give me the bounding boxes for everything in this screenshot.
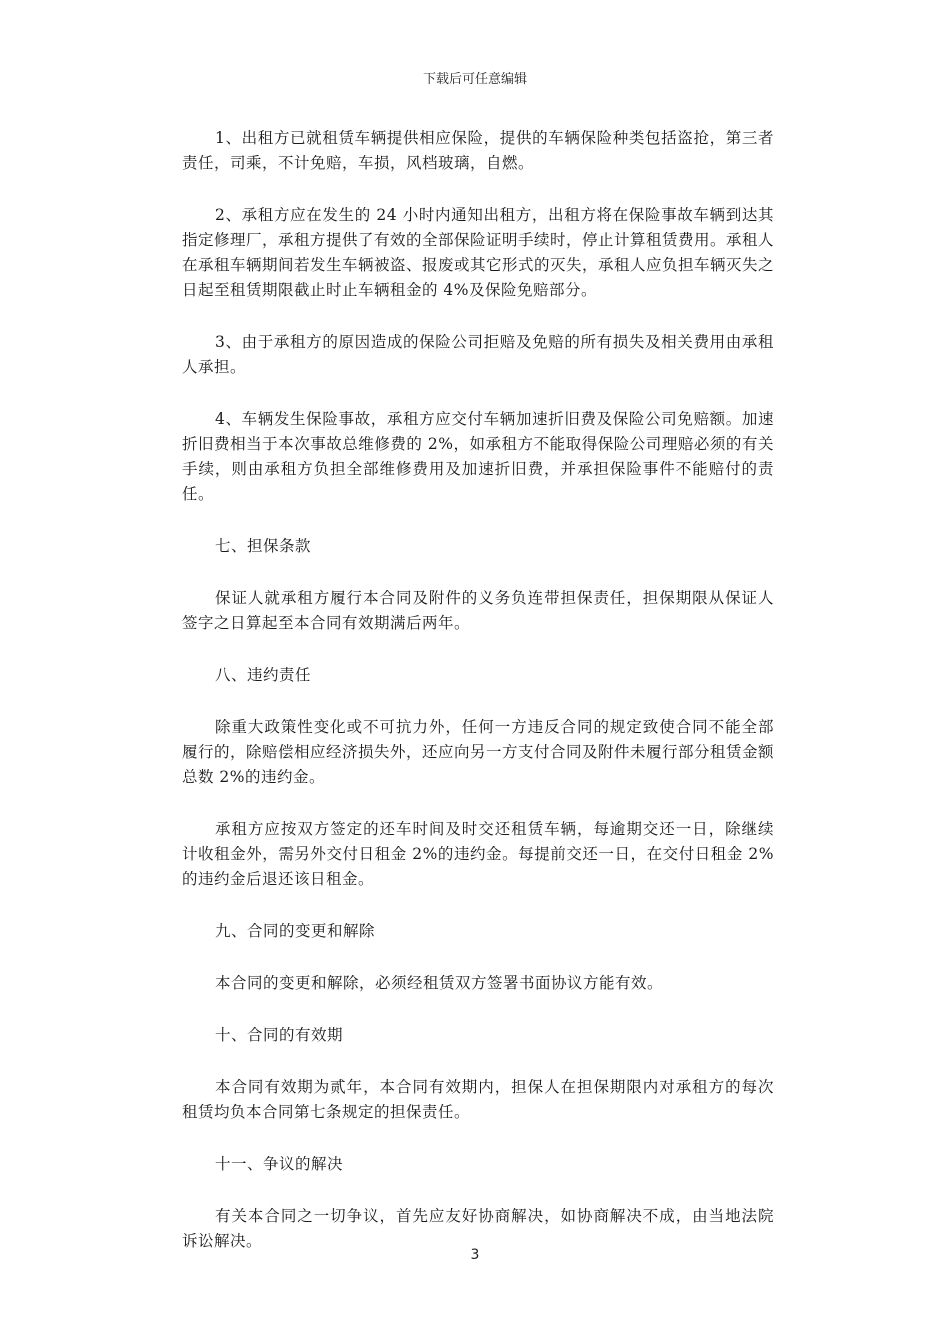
clause-amendment: 本合同的变更和解除，必须经租赁双方签署书面协议方能有效。	[215, 974, 664, 992]
clause-dispute-resolution: 有关本合同之一切争议，首先应友好协商解决，如协商解决不成，由当地法院诉讼解决。	[182, 1207, 774, 1250]
section-heading-validity: 十、合同的有效期	[215, 1026, 344, 1044]
section-heading-guarantee: 七、担保条款	[215, 537, 312, 555]
clause-guarantor-liability: 保证人就承租方履行本合同及附件的义务负连带担保责任，担保期限从保证人签字之日算起至本合同有效期满后两年。	[182, 589, 774, 632]
section-heading-breach: 八、违约责任	[215, 666, 312, 684]
document-body	[182, 126, 774, 1281]
clause-insurance-refusal: 3、由于承租方的原因造成的保险公司拒赔及免赔的所有损失及相关费用由承租人承担。	[182, 333, 774, 376]
clause-breach-penalty: 除重大政策性变化或不可抗力外，任何一方违反合同的规定致使合同不能全部履行的，除赔偿相应经济损失外，还应向另一方支付合同及附件未履行部分租赁金额总数 2%的违约金。	[182, 718, 775, 786]
page-number: 3	[470, 1247, 480, 1263]
clause-late-return: 承租方应按双方签定的还车时间及时交还租赁车辆，每逾期交还一日，除继续计收租金外，需另外交付日租金 2%的违约金。每提前交还一日，在交付日租金 2%的违约金后退还该日租金。	[182, 820, 774, 888]
clause-insurance-coverage: 1、出租方已就租赁车辆提供相应保险，提供的车辆保险种类包括盗抢，第三者责任，司乘，不计免赔，车损，风档玻璃，自燃。	[182, 129, 774, 172]
section-heading-amendment: 九、合同的变更和解除	[215, 922, 376, 940]
clause-depreciation-fee: 4、车辆发生保险事故，承租方应交付车辆加速折旧费及保险公司免赔额。加速折旧费相当于本次事故总维修费的 2%，如承租方不能取得保险公司理赔必须的有关手续，则由承租方负担全部维修费用及加速折旧费，并承担保险事件不能赔付的责任。	[182, 410, 774, 503]
section-heading-dispute: 十一、争议的解决	[215, 1155, 344, 1173]
page-header: 下载后可任意编辑	[422, 72, 527, 87]
clause-accident-notification: 2、承租方应在发生的 24 小时内通知出租方，出租方将在保险事故车辆到达其指定修理厂，承租方提供了有效的全部保险证明手续时，停止计算租赁费用。承租人在承租车辆期间若发生车辆被盗、报废或其它形式的灭失，承租人应负担车辆灭失之日起至租赁期限截止时止车辆租金的 4%及保险免赔部分。	[182, 206, 775, 299]
clause-validity-period: 本合同有效期为贰年，本合同有效期内，担保人在担保期限内对承租方的每次租赁均负本合同第七条规定的担保责任。	[182, 1078, 774, 1121]
